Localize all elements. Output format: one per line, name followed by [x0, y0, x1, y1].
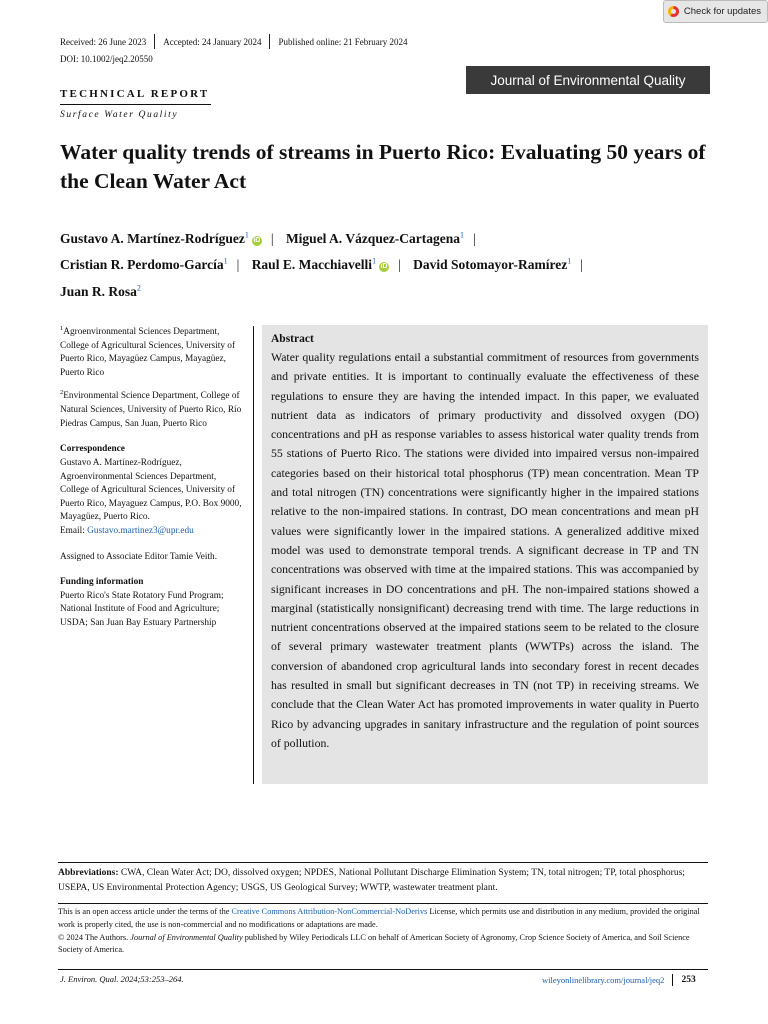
- author-name: Juan R. Rosa: [60, 283, 137, 299]
- column-divider: [253, 326, 254, 784]
- author-name: Gustavo A. Martínez-Rodríguez: [60, 230, 245, 246]
- funding-label: Funding information: [60, 577, 144, 588]
- editor-note: Assigned to Associate Editor Tamie Veith.: [60, 551, 218, 562]
- journal-banner: Journal of Environmental Quality: [466, 66, 710, 94]
- affiliation-number: 1: [60, 325, 64, 332]
- affiliation-text: Environmental Science Department, College of Natural Sciences, University of Puerto Rico, Río Piedras Campus, San Juan, Puerto Rico: [60, 391, 242, 429]
- dates-line: [60, 34, 407, 49]
- affiliation-marker[interactable]: 1: [460, 230, 465, 239]
- orcid-icon[interactable]: iD: [253, 236, 261, 244]
- divider: [60, 104, 211, 105]
- affiliation-number: 2: [60, 389, 64, 397]
- author-name: Cristian R. Perdomo-García: [60, 257, 224, 272]
- author-list: [60, 223, 720, 303]
- copyright-text: published by Wiley Periodicals LLC on behalf of American Society of Agronomy, Crop Science Society of America, and Soil Science Society of America.: [58, 932, 690, 955]
- abbreviations-label: Abbreviations:: [58, 868, 119, 878]
- copyright-journal: Journal of Environmental Quality: [130, 932, 243, 942]
- affiliation-marker[interactable]: 1: [244, 230, 249, 239]
- author[interactable]: [252, 257, 389, 272]
- affiliation: [60, 386, 246, 431]
- author-separator: |: [236, 257, 240, 272]
- author-separator: |: [398, 257, 401, 272]
- license-link[interactable]: Creative Commons Attribution-NonCommercial-NoDerivs: [231, 907, 428, 916]
- crossmark-icon: [668, 6, 679, 17]
- license-text: License, which permits use and distribution in any medium, provided the original work is properly cited, the use is non-commercial and no modifications or adaptations are made.: [58, 907, 700, 929]
- divider: [672, 974, 673, 986]
- correspondence-text: [60, 457, 246, 539]
- affiliation-marker[interactable]: 2: [136, 283, 141, 292]
- accepted-date: Accepted: 24 January 2024: [163, 36, 262, 47]
- check-updates-label: Check for updates: [683, 6, 761, 17]
- copyright-text: © 2024 The Authors.: [58, 932, 131, 942]
- author[interactable]: [286, 231, 464, 246]
- author-separator: |: [473, 230, 476, 246]
- affiliation-marker[interactable]: 1: [567, 256, 572, 266]
- journal-url-link[interactable]: wileyonlinelibrary.com/journal/jeq2: [542, 975, 665, 985]
- funding-text: Puerto Rico's State Rotatory Fund Program; National Institute of Food and Agriculture; USDA; San Juan Bay Estuary Partnership: [60, 590, 224, 628]
- article-type: TECHNICAL REPORT: [60, 88, 210, 100]
- email-label: Email:: [60, 525, 88, 536]
- received-date: Received: 26 June 2023: [60, 36, 147, 47]
- author-name: David Sotomayor-Ramírez: [413, 257, 568, 272]
- abstract-box: [262, 325, 708, 784]
- page-number: 253: [681, 975, 696, 985]
- email-link[interactable]: Gustavo.martinez3@upr.edu: [87, 525, 194, 536]
- author[interactable]: [60, 257, 228, 272]
- published-date: Published online: 21 February 2024: [278, 36, 408, 47]
- divider: [269, 34, 270, 49]
- affiliation-marker[interactable]: 1: [223, 256, 228, 266]
- correspondence-label: Correspondence: [60, 444, 125, 455]
- citation: J. Environ. Qual. 2024;53:253–264.: [60, 974, 184, 984]
- correspondence-address: Gustavo A. Martínez-Rodríguez, Agroenvironmental Sciences Department, College of Agricultural Sciences, University of Puerto Rico, Mayaguez Campus, P.O. Box 9000, Mayagüez, Puerto Rico.: [60, 457, 242, 523]
- check-updates-button[interactable]: [663, 0, 768, 23]
- affiliation-marker[interactable]: 1: [372, 256, 377, 266]
- abbreviations: [58, 862, 708, 895]
- article-subtype: Surface Water Quality: [60, 110, 179, 120]
- author-separator: |: [580, 257, 583, 272]
- article-title: Water quality trends of streams in Puerto Rico: Evaluating 50 years of the Clean Water Act: [60, 140, 706, 193]
- author[interactable]: [60, 231, 262, 246]
- article-info-sidebar: [60, 322, 246, 636]
- author-name: Raul E. Macchiavelli: [251, 257, 373, 272]
- affiliation: [60, 322, 246, 380]
- author-name: Miguel A. Vázquez-Cartagena: [285, 230, 461, 246]
- abstract-heading: Abstract: [271, 333, 314, 345]
- divider: [58, 969, 708, 970]
- author[interactable]: [413, 257, 571, 272]
- author-separator: |: [270, 230, 274, 246]
- license-text: This is an open access article under the terms of the: [58, 907, 232, 916]
- doi: DOI: 10.1002/jeq2.20550: [60, 54, 153, 64]
- license-notice: [58, 903, 708, 957]
- affiliation-text: Agroenvironmental Sciences Department, College of Agricultural Sciences, University of Puerto Rico, Mayagüez Campus, Mayagüez, Puerto Rico: [60, 327, 236, 378]
- footer-right: [542, 974, 696, 986]
- abbreviations-text: CWA, Clean Water Act; DO, dissolved oxygen; NPDES, National Pollutant Discharge Elimination System; TN, total nitrogen; TP, total phosphorus; USEPA, US Environmental Protection Agency; USGS, US Geological Survey; WWTP, wastewater treatment plant.: [58, 868, 685, 893]
- author[interactable]: [60, 284, 141, 299]
- divider: [154, 34, 155, 49]
- orcid-icon[interactable]: iD: [380, 263, 388, 270]
- abstract-text: Water quality regulations entail a substantial commitment of resources from governments and private entities. It is important to continually evaluate the effectiveness of these regulations to ensure they are having the intended impact. In this paper, we evaluated nutrient data as indicators of primary productivity and dissolved oxygen (DO) concentrations and pH as response variables to assess historical water quality trends from 55 stations of Puerto Rico. The stations were divided into impaired versus non-impaired categories based on their historical total phosphorus (TP) mean concentration. Mean TP and total nitrogen (TN) concentrations were significantly higher in the impaired stations relative to the non-impaired stations. In contrast, DO mean concentrations and mean pH values were significantly lower in the impaired stations. A generalized additive mixed model was used to demonstrate temporal trends. A significant decrease in TP and TN concentrations was observed with time at the impaired stations. This was accompanied by significant increases in DO concentrations and pH. The non-impaired stations showed a marginal (statistically nonsignificant) decreasing trend with time. The large reductions in nutrient concentrations observed at the impaired stations seem to be related to the closure of several primary wastewater treatment plants (WWTPs) across the island. The conversion of abandoned crop agricultural lands into secondary forest in recent decades has resulted in small but significant decreases in TN (not TP) in receiving streams. We conclude that the Clean Water Act has promoted improvements in water quality in Puerto Rico by advancing upgrades in sanitary infrastructure and the regulation of point sources of pollution.: [271, 350, 699, 750]
